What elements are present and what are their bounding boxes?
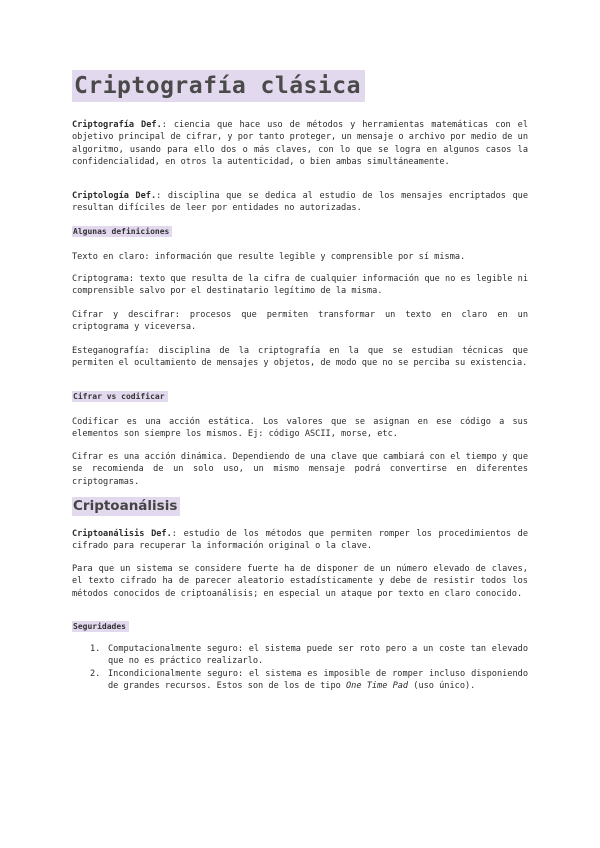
list-item-text: Computacionalmente seguro: el sistema puede ser roto pero a un coste tan elevado que no es práctico realizarlo.: [108, 644, 528, 667]
subheading-algunas-definiciones: Algunas definiciones: [72, 226, 172, 237]
definition-criptografia: [72, 119, 528, 168]
list-item-text: Incondicionalmente seguro: el sistema es imposible de romper incluso disponiendo de grandes recursos. Estos son de los de tipo: [108, 668, 528, 691]
term-criptoanalisis: Criptoanálisis Def.: [72, 529, 172, 539]
security-list: [72, 643, 528, 692]
definition-criptologia: [72, 190, 528, 215]
paragraph-codificar: Codificar es una acción estática. Los valores que se asignan en ese código a sus elementos son siempre los mismos. Ej: código ASCII, morse, etc.: [72, 417, 528, 440]
paragraph-sistema-fuerte: Para que un sistema se considere fuerte ha de disponer de un número elevado de claves, el texto cifrado ha de parecer aleatorio estadísticamente y debe de resistir todos los métodos conocidos de criptoanálisis; en especial un ataque por texto en claro conocido.: [72, 564, 528, 599]
section-heading-criptoanalisis: Criptoanálisis: [72, 497, 180, 516]
list-item: [72, 668, 528, 693]
list-item-text-end: (uso único).: [408, 680, 476, 691]
subheading-seguridades: Seguridades: [72, 621, 129, 632]
page-title: Criptografía clásica: [72, 70, 365, 102]
list-item: [72, 643, 528, 668]
definition-criptologia-text: : disciplina que se dedica al estudio de los mensajes encriptados que resultan difíciles de leer por entidades no autorizadas.: [72, 191, 528, 214]
paragraph-cifrar: Cifrar es una acción dinámica. Dependiendo de una clave que cambiará con el tiempo y que se recomienda de un solo uso, un mismo mensaje podrá convertirse en diferentes criptogramas.: [72, 452, 528, 487]
list-item-emphasis: One Time Pad: [346, 680, 409, 691]
list-item-number: 1.: [90, 644, 101, 654]
definition-criptoanalisis: [72, 528, 528, 553]
term-criptografia: Criptografía Def.: [72, 120, 162, 130]
definition-cifrar-descifrar: Cifrar y descifrar: procesos que permiten transformar un texto en claro en un criptograma y viceversa.: [72, 310, 528, 333]
definition-criptoanalisis-text: : estudio de los métodos que permiten romper los procedimientos de cifrado para recuperar la información original o la clave.: [72, 529, 528, 552]
definition-criptografia-text: : ciencia que hace uso de métodos y herramientas matemáticas con el objetivo principal de cifrar, y por tanto proteger, un mensaje o archivo por medio de un algoritmo, usando para ello dos o más claves, con lo que se logra en algunos casos la confidencialidad, en otros la autenticidad, o bien ambas simultáneamente.: [72, 120, 528, 167]
list-item-number: 2.: [90, 668, 101, 679]
definition-esteganografia: Esteganografía: disciplina de la criptografía en la que se estudian técnicas que permiten el ocultamiento de mensajes y objetos, de modo que no se perciba su existencia.: [72, 346, 528, 369]
subheading-cifrar-vs-codificar: Cifrar vs codificar: [72, 391, 168, 402]
definition-texto-en-claro: Texto en claro: información que resulte legible y comprensible por sí misma.: [72, 252, 466, 262]
definition-criptograma: Criptograma: texto que resulta de la cifra de cualquier información que no es legible ni comprensible salvo por el destinatario legítimo de la misma.: [72, 274, 528, 297]
term-criptologia: Criptología Def.: [72, 191, 157, 201]
